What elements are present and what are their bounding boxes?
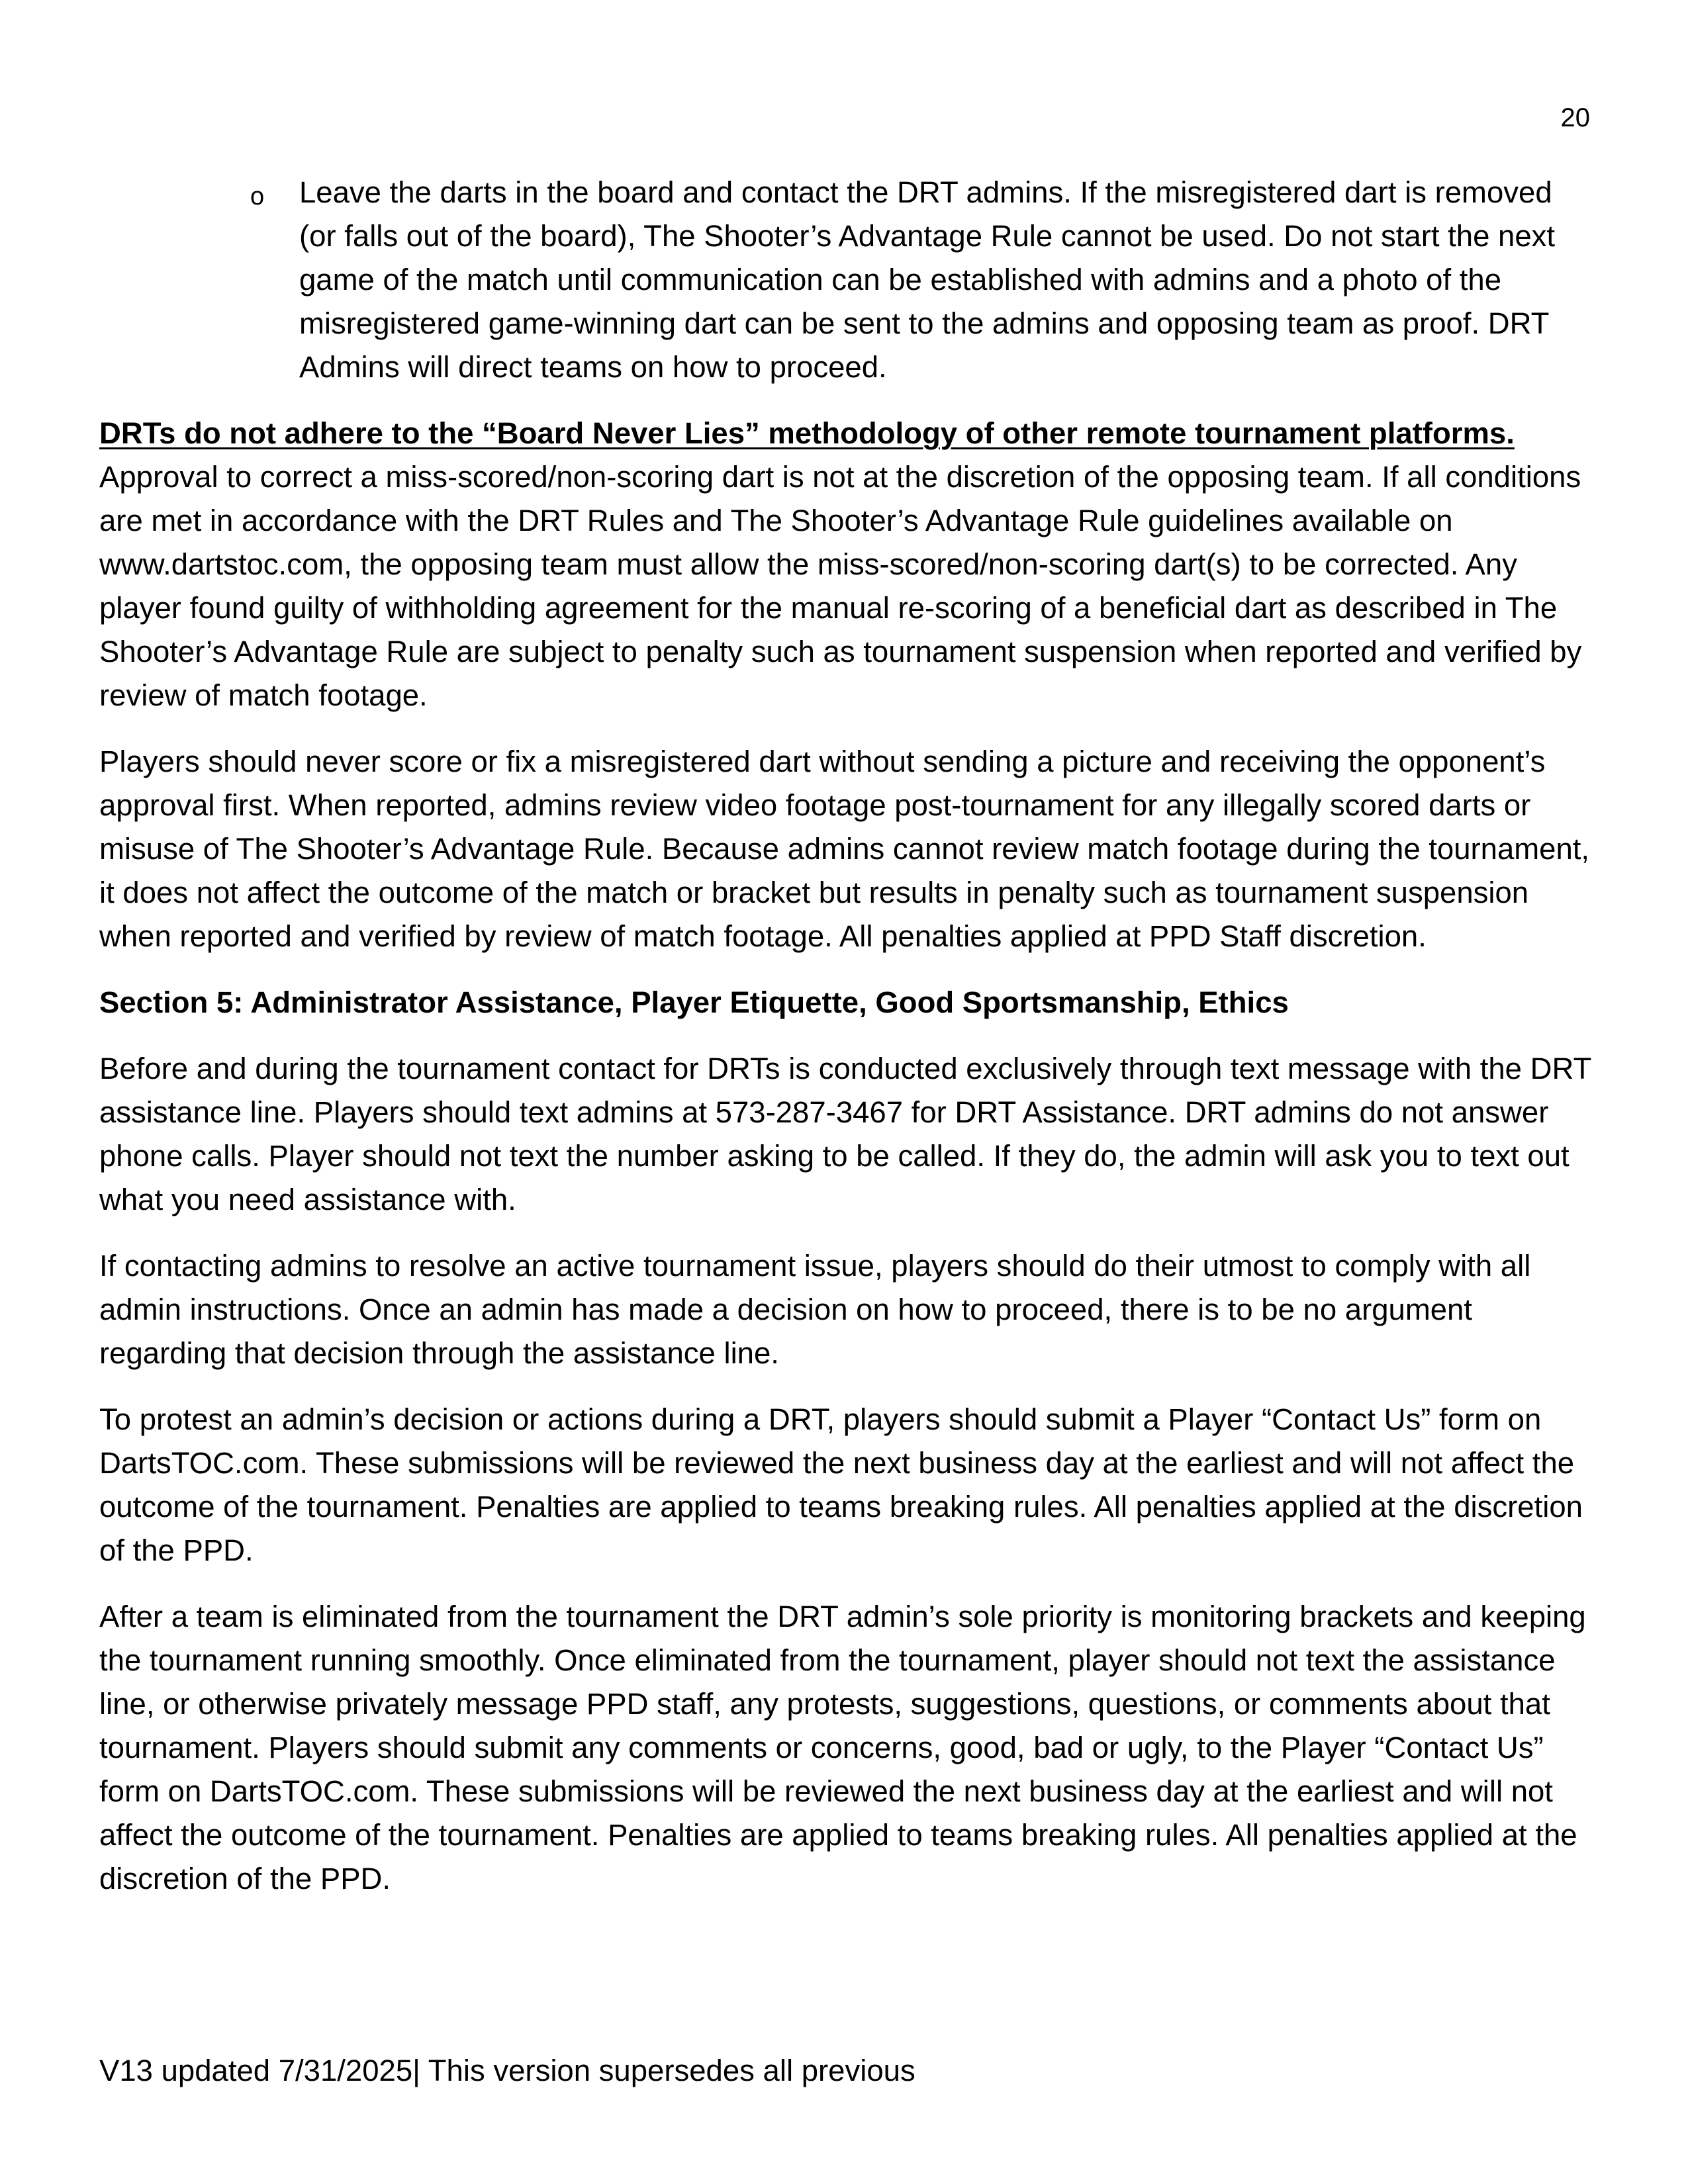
protest-paragraph: To protest an admin’s decision or actions during a DRT, players should submit a Player “Contact Us” form on DartsTOC.com. These submissions will be reviewed the next business day at the earliest and will not affect the outcome of the tournament. Penalties are applied to teams breaking rules. All penalties applied at the discretion of the PPD. <box>99 1402 1583 1567</box>
board-never-lies-text: Approval to correct a miss-scored/non-scoring dart is not at the discretion of the opposing team. If all conditions are met in accordance with the DRT Rules and The Shooter’s Advantage Rule guidelines available on www.dartstoc.com, the opposing team must allow the miss-scored/non-scoring dart(s) to be corrected. Any player found guilty of withholding agreement for the manual re-scoring of a beneficial dart as described in The Shooter’s Advantage Rule are subject to penalty such as tournament suspension when reported and verified by review of match footage. <box>99 460 1582 712</box>
misregistered-dart-paragraph: Players should never score or fix a misregistered dart without sending a picture and receiving the opponent’s approval first. When reported, admins review video footage post-tournament for any illegally scored darts or misuse of The Shooter’s Advantage Rule. Because admins cannot review match footage during the tournament, it does not affect the outcome of the match or bracket but results in penalty such as tournament suspension when reported and verified by review of match footage. All penalties applied at PPD Staff discretion. <box>99 745 1590 953</box>
page-number: 20 <box>1560 103 1590 132</box>
contact-paragraph: Before and during the tournament contact for DRTs is conducted exclusively through text message with the DRT assistance line. Players should text admins at 573-287-3467 for DRT Assistance. DRT admins do not answer phone calls. Player should not text the number asking to be called. If they do, the admin will ask you to text out what you need assistance with. <box>99 1052 1591 1216</box>
active-issue-paragraph: If contacting admins to resolve an active tournament issue, players should do their utmost to comply with all admin instructions. Once an admin has made a decision on how to proceed, there is to be no argument regarding that decision through the assistance line. <box>99 1249 1531 1370</box>
bullet-text: Leave the darts in the board and contact the DRT admins. If the misregistered dart is removed (or falls out of the board), The Shooter’s Advantage Rule cannot be used. Do not start the next game of the match until communication can be established with admins and a photo of the misregistered game-winning dart can be sent to the admins and opposing team as proof. DRT Admins will direct teams on how to proceed. <box>299 175 1556 384</box>
page-footer: V13 updated 7/31/2025| This version supersedes all previous <box>99 2054 915 2087</box>
section-5-heading: Section 5: Administrator Assistance, Player Etiquette, Good Sportsmanship, Ethics <box>99 985 1289 1019</box>
bullet-item <box>99 171 1597 389</box>
board-never-lies-heading: DRTs do not adhere to the “Board Never Lies” methodology of other remote tournament platforms. <box>99 416 1515 450</box>
hollow-bullet-icon: o <box>250 183 265 210</box>
document-body <box>99 171 1597 1923</box>
eliminated-team-paragraph: After a team is eliminated from the tournament the DRT admin’s sole priority is monitoring brackets and keeping the tournament running smoothly. Once eliminated from the tournament, player should not text the assistance line, or otherwise privately message PPD staff, any protests, suggestions, questions, or comments about that tournament. Players should submit any comments or concerns, good, bad or ugly, to the Player “Contact Us” form on DartsTOC.com. These submissions will be reviewed the next business day at the earliest and will not affect the outcome of the tournament. Penalties are applied to teams breaking rules. All penalties applied at the discretion of the PPD. <box>99 1600 1586 1895</box>
board-never-lies-paragraph <box>99 412 1597 717</box>
